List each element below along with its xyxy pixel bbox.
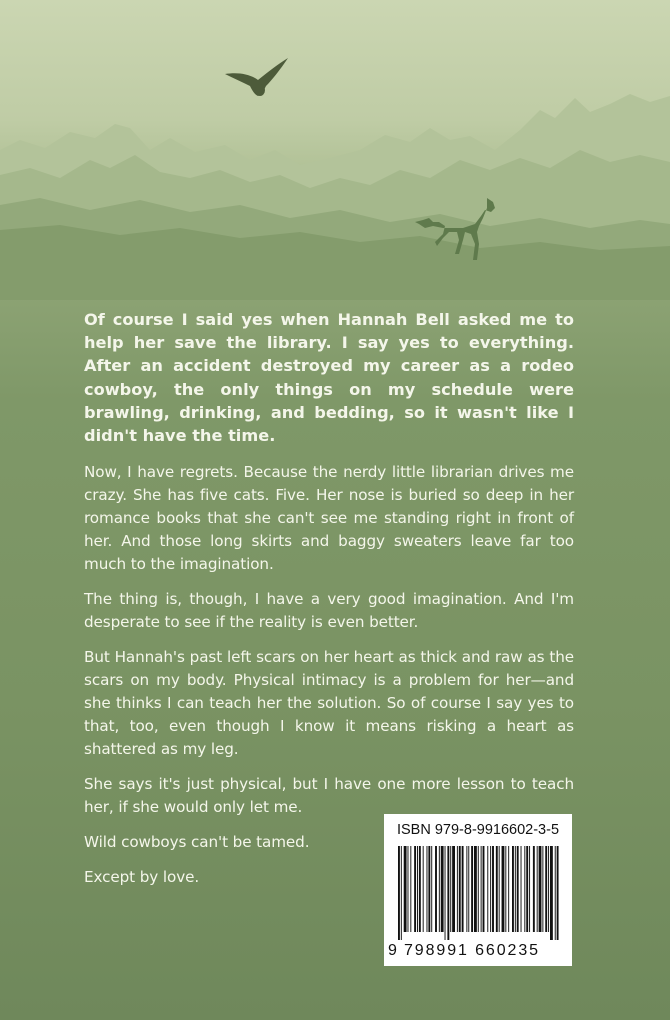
barcode-bar	[474, 846, 477, 932]
barcode-first-digit: 9	[388, 942, 399, 959]
barcode-bar	[408, 846, 409, 932]
barcode-bar	[471, 846, 473, 932]
barcode-bar	[529, 846, 530, 932]
barcode-bar	[481, 846, 482, 932]
barcode-bar	[499, 846, 500, 932]
barcode-bar	[557, 846, 559, 940]
barcode-bar	[478, 846, 479, 932]
isbn-barcode-box	[384, 814, 572, 966]
barcode-bar	[447, 846, 449, 940]
barcode-bar	[537, 846, 538, 932]
eagle-icon	[225, 58, 288, 96]
barcode-bar	[492, 846, 494, 932]
barcode-bar	[490, 846, 491, 932]
barcode-bar	[542, 846, 543, 932]
barcode-bar	[526, 846, 528, 932]
isbn-label: ISBN 979-8-9916602-3-5	[396, 822, 560, 838]
barcode-bar	[505, 846, 506, 932]
barcode-bar	[496, 846, 498, 932]
barcode-bar	[404, 846, 407, 932]
blurb-paragraph-2: Now, I have regrets. Because the nerdy little librarian drives me crazy. She has five cats. Five. Her nose is buried so deep in her romance books that she can't see me standing right in front of her. And those long skirts and baggy sweaters leave far too much to the imagination.	[84, 463, 574, 574]
barcode-bar	[487, 846, 488, 932]
barcode-bar	[502, 846, 505, 932]
barcode-bar	[401, 846, 402, 940]
blurb-paragraph-6: Wild cowboys can't be tamed.	[84, 833, 310, 852]
barcode-bar	[459, 846, 461, 932]
back-cover-blurb	[84, 308, 574, 901]
barcode-bar	[508, 846, 509, 932]
barcode-bar	[452, 846, 455, 932]
barcode-bar	[521, 846, 522, 932]
blurb-lead-paragraph: Of course I said yes when Hannah Bell asked me to help her save the library. I say yes to everything. After an accident destroyed my career as a rodeo cowboy, the only things on my schedule were brawling, drinking, and bedding, so it wasn't like I didn't have the time.	[84, 310, 574, 446]
barcode-bar	[468, 846, 469, 932]
barcode-bar	[427, 846, 428, 932]
barcode-bar	[515, 846, 516, 932]
barcode-bar	[466, 846, 467, 932]
barcode-bar	[555, 846, 556, 940]
barcode-bar	[428, 846, 430, 932]
barcode-bar	[431, 846, 432, 932]
barcode-bar	[533, 846, 535, 932]
barcode-bar	[524, 846, 525, 932]
barcode-bar	[462, 846, 464, 932]
barcode-bar	[450, 846, 451, 932]
barcode-bar	[414, 846, 416, 932]
barcode-bar	[548, 846, 549, 932]
barcode-bar	[441, 846, 444, 932]
barcode-bar	[439, 846, 440, 932]
blurb-paragraph-7: Except by love.	[84, 868, 200, 887]
barcode-bar	[417, 846, 418, 932]
landscape-illustration	[0, 0, 670, 300]
barcode-bar	[435, 846, 437, 932]
barcode-bar	[457, 846, 458, 932]
barcode-bar	[539, 846, 542, 932]
barcode-bar	[545, 846, 547, 932]
barcode-bar	[483, 846, 485, 932]
barcode-bar	[512, 846, 514, 932]
barcode-bar	[423, 846, 424, 932]
blurb-paragraph-5: She says it's just physical, but I have one more lesson to teach her, if she would only let me.	[84, 775, 574, 817]
barcode-icon	[396, 846, 560, 942]
barcode-bar	[410, 846, 411, 932]
blurb-paragraph-4: But Hannah's past left scars on her heart as thick and raw as the scars on my body. Physical intimacy is a problem for her—and she thinks I can teach her the solution. So of course I say yes to that, too, even though I know it means risking a heart as shattered as my leg.	[84, 648, 574, 759]
barcode-bar	[517, 846, 519, 932]
barcode-bar	[419, 846, 421, 932]
barcode-digits-rest: 798991 660235	[404, 942, 540, 959]
barcode-bar	[445, 846, 446, 940]
barcode-bar	[398, 846, 400, 940]
barcode-bar	[550, 846, 553, 940]
blurb-paragraph-3: The thing is, though, I have a very good imagination. And I'm desperate to see if the reality is even better.	[84, 590, 574, 632]
